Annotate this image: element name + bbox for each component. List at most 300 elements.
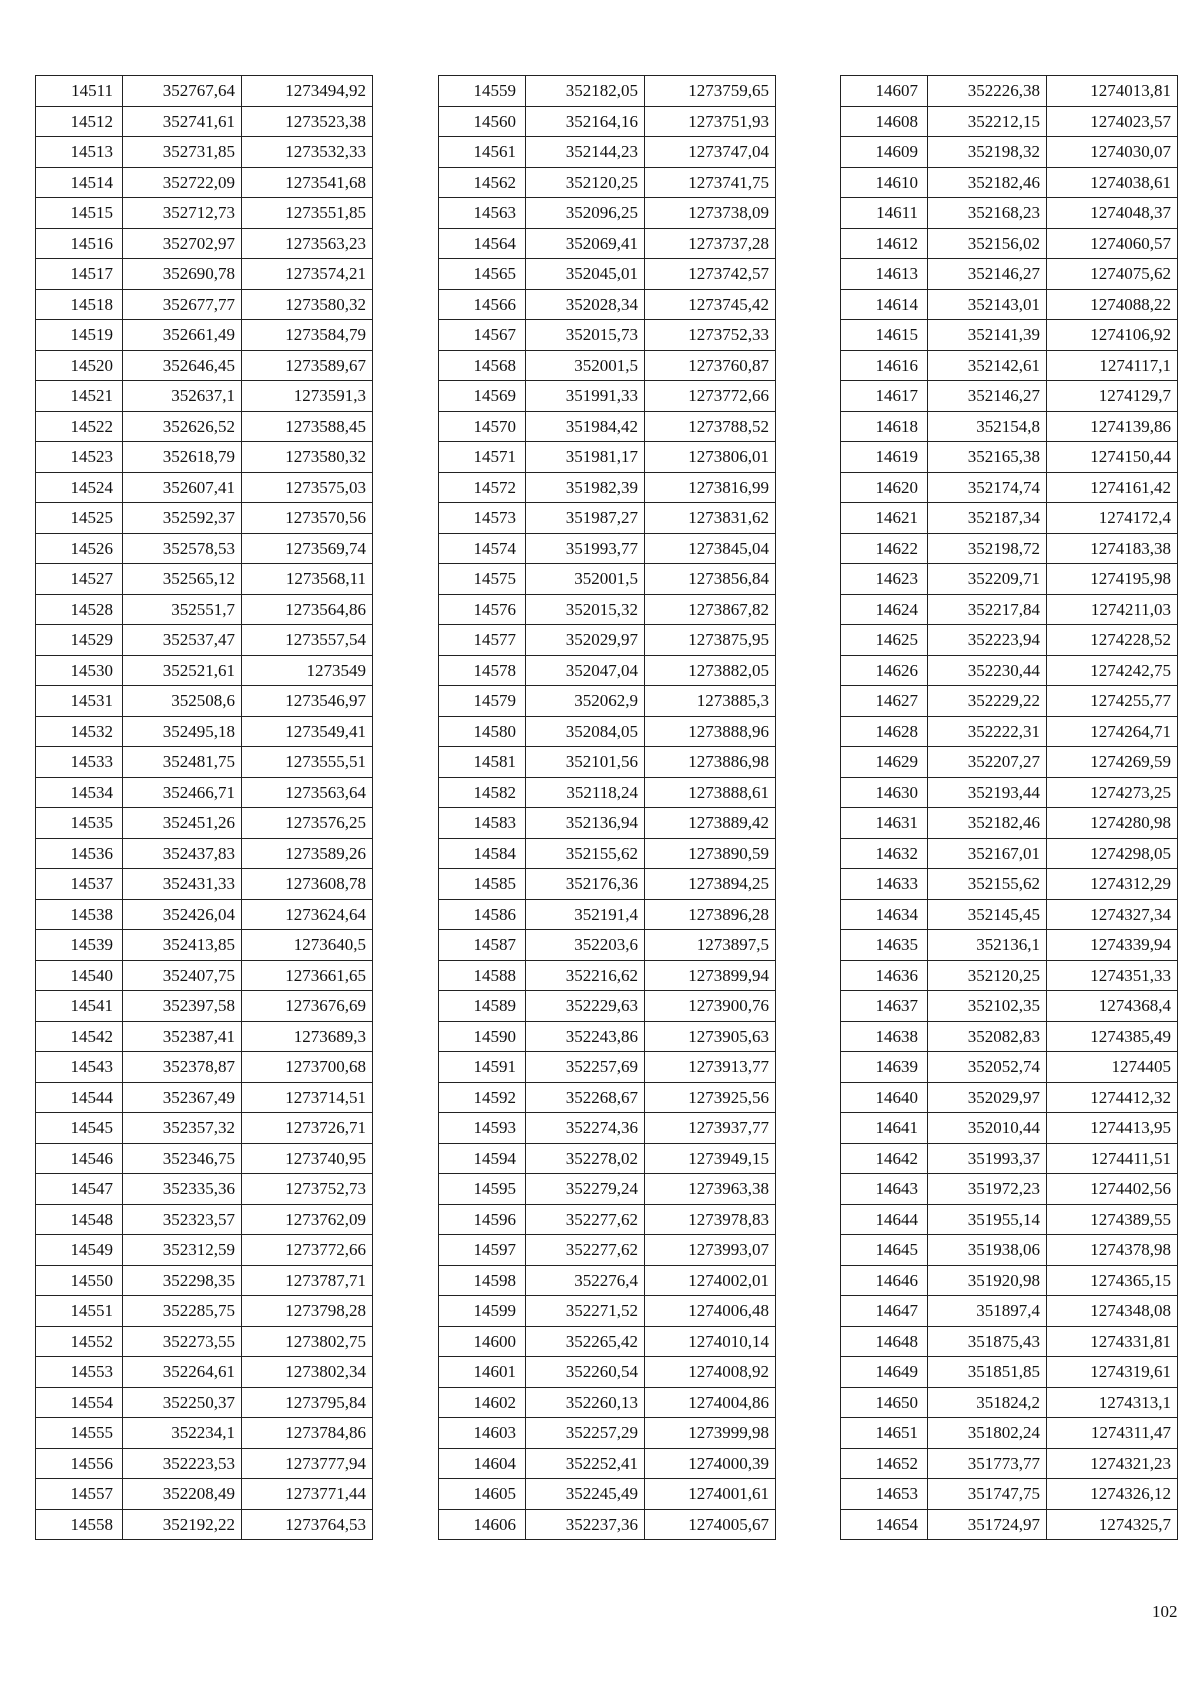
point-number-cell: 14635 (841, 930, 928, 961)
x-coordinate-cell: 352062,9 (526, 686, 645, 717)
table-row (841, 716, 1178, 747)
table-row (36, 289, 373, 320)
y-coordinate-cell: 1273949,15 (645, 1143, 776, 1174)
y-coordinate-cell: 1273867,82 (645, 594, 776, 625)
y-coordinate-cell: 1273523,38 (242, 106, 373, 137)
table-row (841, 1479, 1178, 1510)
x-coordinate-cell: 352226,38 (928, 76, 1047, 107)
y-coordinate-cell: 1273584,79 (242, 320, 373, 351)
x-coordinate-cell: 351984,42 (526, 411, 645, 442)
point-number-cell: 14609 (841, 137, 928, 168)
x-coordinate-cell: 351747,75 (928, 1479, 1047, 1510)
y-coordinate-cell: 1273588,45 (242, 411, 373, 442)
y-coordinate-cell: 1274211,03 (1047, 594, 1178, 625)
table-row (439, 1143, 776, 1174)
point-number-cell: 14586 (439, 899, 526, 930)
y-coordinate-cell: 1274075,62 (1047, 259, 1178, 290)
x-coordinate-cell: 352216,62 (526, 960, 645, 991)
y-coordinate-cell: 1273888,61 (645, 777, 776, 808)
y-coordinate-cell: 1274365,15 (1047, 1265, 1178, 1296)
point-number-cell: 14567 (439, 320, 526, 351)
x-coordinate-cell: 352001,5 (526, 350, 645, 381)
y-coordinate-cell: 1273568,11 (242, 564, 373, 595)
point-number-cell: 14569 (439, 381, 526, 412)
x-coordinate-cell: 352209,71 (928, 564, 1047, 595)
x-coordinate-cell: 351897,4 (928, 1296, 1047, 1327)
y-coordinate-cell: 1274378,98 (1047, 1235, 1178, 1266)
table-row (439, 1052, 776, 1083)
point-number-cell: 14560 (439, 106, 526, 137)
table-row (36, 1326, 373, 1357)
table-row (439, 838, 776, 869)
table-row (36, 1204, 373, 1235)
y-coordinate-cell: 1273831,62 (645, 503, 776, 534)
y-coordinate-cell: 1273737,28 (645, 228, 776, 259)
table-row (36, 808, 373, 839)
y-coordinate-cell: 1273745,42 (645, 289, 776, 320)
y-coordinate-cell: 1273752,33 (645, 320, 776, 351)
x-coordinate-cell: 352722,09 (123, 167, 242, 198)
x-coordinate-cell: 352146,27 (928, 259, 1047, 290)
table-row (36, 594, 373, 625)
y-coordinate-cell: 1274117,1 (1047, 350, 1178, 381)
x-coordinate-cell: 352192,22 (123, 1509, 242, 1540)
table-row (841, 1357, 1178, 1388)
x-coordinate-cell: 352551,7 (123, 594, 242, 625)
y-coordinate-cell: 1273894,25 (645, 869, 776, 900)
y-coordinate-cell: 1273494,92 (242, 76, 373, 107)
y-coordinate-cell: 1273771,44 (242, 1479, 373, 1510)
y-coordinate-cell: 1274325,7 (1047, 1509, 1178, 1540)
table-row (841, 1296, 1178, 1327)
point-number-cell: 14525 (36, 503, 123, 534)
table-row (36, 167, 373, 198)
x-coordinate-cell: 352731,85 (123, 137, 242, 168)
table-row (439, 1418, 776, 1449)
y-coordinate-cell: 1273978,83 (645, 1204, 776, 1235)
x-coordinate-cell: 352397,58 (123, 991, 242, 1022)
table-row (841, 106, 1178, 137)
point-number-cell: 14644 (841, 1204, 928, 1235)
point-number-cell: 14557 (36, 1479, 123, 1510)
table-row (439, 655, 776, 686)
table-row (36, 838, 373, 869)
point-number-cell: 14653 (841, 1479, 928, 1510)
table-row (36, 1265, 373, 1296)
table-row (36, 137, 373, 168)
x-coordinate-cell: 352101,56 (526, 747, 645, 778)
table-row (36, 228, 373, 259)
table-row (439, 1479, 776, 1510)
point-number-cell: 14527 (36, 564, 123, 595)
table-row (439, 106, 776, 137)
y-coordinate-cell: 1273889,42 (645, 808, 776, 839)
x-coordinate-cell: 352277,62 (526, 1235, 645, 1266)
point-number-cell: 14601 (439, 1357, 526, 1388)
point-number-cell: 14520 (36, 350, 123, 381)
point-number-cell: 14602 (439, 1387, 526, 1418)
table-row (36, 991, 373, 1022)
x-coordinate-cell: 352495,18 (123, 716, 242, 747)
x-coordinate-cell: 352145,45 (928, 899, 1047, 930)
y-coordinate-cell: 1274331,81 (1047, 1326, 1178, 1357)
x-coordinate-cell: 352252,41 (526, 1448, 645, 1479)
table-row (841, 655, 1178, 686)
x-coordinate-cell: 352136,1 (928, 930, 1047, 961)
x-coordinate-cell: 352082,83 (928, 1021, 1047, 1052)
x-coordinate-cell: 352346,75 (123, 1143, 242, 1174)
x-coordinate-cell: 352260,54 (526, 1357, 645, 1388)
x-coordinate-cell: 352015,32 (526, 594, 645, 625)
point-number-cell: 14562 (439, 167, 526, 198)
x-coordinate-cell: 352154,8 (928, 411, 1047, 442)
point-number-cell: 14568 (439, 350, 526, 381)
point-number-cell: 14608 (841, 106, 928, 137)
x-coordinate-cell: 352407,75 (123, 960, 242, 991)
x-coordinate-cell: 352164,16 (526, 106, 645, 137)
y-coordinate-cell: 1274242,75 (1047, 655, 1178, 686)
y-coordinate-cell: 1273752,73 (242, 1174, 373, 1205)
table-row (439, 228, 776, 259)
table-row (36, 564, 373, 595)
y-coordinate-cell: 1273751,93 (645, 106, 776, 137)
y-coordinate-cell: 1273937,77 (645, 1113, 776, 1144)
x-coordinate-cell: 352229,22 (928, 686, 1047, 717)
table-row (841, 442, 1178, 473)
y-coordinate-cell: 1273541,68 (242, 167, 373, 198)
x-coordinate-cell: 352028,34 (526, 289, 645, 320)
point-number-cell: 14649 (841, 1357, 928, 1388)
point-number-cell: 14537 (36, 869, 123, 900)
table-row (841, 1174, 1178, 1205)
table-row (36, 259, 373, 290)
table-row (439, 320, 776, 351)
y-coordinate-cell: 1274298,05 (1047, 838, 1178, 869)
x-coordinate-cell: 352052,74 (928, 1052, 1047, 1083)
point-number-cell: 14611 (841, 198, 928, 229)
table-row (841, 747, 1178, 778)
point-number-cell: 14590 (439, 1021, 526, 1052)
point-number-cell: 14521 (36, 381, 123, 412)
point-number-cell: 14582 (439, 777, 526, 808)
x-coordinate-cell: 352229,63 (526, 991, 645, 1022)
point-number-cell: 14518 (36, 289, 123, 320)
point-number-cell: 14616 (841, 350, 928, 381)
x-coordinate-cell: 352466,71 (123, 777, 242, 808)
x-coordinate-cell: 352001,5 (526, 564, 645, 595)
point-number-cell: 14543 (36, 1052, 123, 1083)
y-coordinate-cell: 1274195,98 (1047, 564, 1178, 595)
x-coordinate-cell: 352312,59 (123, 1235, 242, 1266)
y-coordinate-cell: 1273532,33 (242, 137, 373, 168)
y-coordinate-cell: 1273740,95 (242, 1143, 373, 1174)
table-row (439, 625, 776, 656)
table-row (439, 503, 776, 534)
x-coordinate-cell: 352451,26 (123, 808, 242, 839)
x-coordinate-cell: 352357,32 (123, 1113, 242, 1144)
point-number-cell: 14555 (36, 1418, 123, 1449)
table-row (439, 1021, 776, 1052)
x-coordinate-cell: 352677,77 (123, 289, 242, 320)
x-coordinate-cell: 352260,13 (526, 1387, 645, 1418)
x-coordinate-cell: 351875,43 (928, 1326, 1047, 1357)
y-coordinate-cell: 1274411,51 (1047, 1143, 1178, 1174)
point-number-cell: 14550 (36, 1265, 123, 1296)
table-row (36, 1448, 373, 1479)
table-row (841, 1448, 1178, 1479)
y-coordinate-cell: 1273900,76 (645, 991, 776, 1022)
page-number: 102 (1152, 1602, 1178, 1621)
table-row (36, 442, 373, 473)
point-number-cell: 14593 (439, 1113, 526, 1144)
coordinate-table-1 (35, 75, 373, 1540)
point-number-cell: 14646 (841, 1265, 928, 1296)
point-number-cell: 14561 (439, 137, 526, 168)
x-coordinate-cell: 352182,46 (928, 808, 1047, 839)
x-coordinate-cell: 352646,45 (123, 350, 242, 381)
point-number-cell: 14533 (36, 747, 123, 778)
y-coordinate-cell: 1273925,56 (645, 1082, 776, 1113)
table-row (841, 1235, 1178, 1266)
y-coordinate-cell: 1273993,07 (645, 1235, 776, 1266)
point-number-cell: 14581 (439, 747, 526, 778)
point-number-cell: 14627 (841, 686, 928, 717)
x-coordinate-cell: 352120,25 (928, 960, 1047, 991)
y-coordinate-cell: 1273591,3 (242, 381, 373, 412)
y-coordinate-cell: 1273759,65 (645, 76, 776, 107)
x-coordinate-cell: 352323,57 (123, 1204, 242, 1235)
point-number-cell: 14511 (36, 76, 123, 107)
table-row (36, 533, 373, 564)
y-coordinate-cell: 1274030,07 (1047, 137, 1178, 168)
table-row (36, 1082, 373, 1113)
y-coordinate-cell: 1273700,68 (242, 1052, 373, 1083)
y-coordinate-cell: 1273569,74 (242, 533, 373, 564)
point-number-cell: 14604 (439, 1448, 526, 1479)
y-coordinate-cell: 1273963,38 (645, 1174, 776, 1205)
x-coordinate-cell: 352165,38 (928, 442, 1047, 473)
point-number-cell: 14563 (439, 198, 526, 229)
y-coordinate-cell: 1274255,77 (1047, 686, 1178, 717)
x-coordinate-cell: 352250,37 (123, 1387, 242, 1418)
x-coordinate-cell: 352537,47 (123, 625, 242, 656)
y-coordinate-cell: 1274172,4 (1047, 503, 1178, 534)
point-number-cell: 14566 (439, 289, 526, 320)
x-coordinate-cell: 351773,77 (928, 1448, 1047, 1479)
y-coordinate-cell: 1273886,98 (645, 747, 776, 778)
table-row (36, 320, 373, 351)
x-coordinate-cell: 352618,79 (123, 442, 242, 473)
table-row (439, 716, 776, 747)
point-number-cell: 14621 (841, 503, 928, 534)
table-row (36, 686, 373, 717)
x-coordinate-cell: 351724,97 (928, 1509, 1047, 1540)
table-row (36, 655, 373, 686)
point-number-cell: 14548 (36, 1204, 123, 1235)
table-row (36, 1113, 373, 1144)
table-row (841, 381, 1178, 412)
table-row (841, 472, 1178, 503)
table-row (36, 1418, 373, 1449)
point-number-cell: 14645 (841, 1235, 928, 1266)
point-number-cell: 14571 (439, 442, 526, 473)
point-number-cell: 14542 (36, 1021, 123, 1052)
y-coordinate-cell: 1274311,47 (1047, 1418, 1178, 1449)
point-number-cell: 14617 (841, 381, 928, 412)
point-number-cell: 14522 (36, 411, 123, 442)
table-row (841, 1204, 1178, 1235)
point-number-cell: 14647 (841, 1296, 928, 1327)
y-coordinate-cell: 1273802,75 (242, 1326, 373, 1357)
y-coordinate-cell: 1274339,94 (1047, 930, 1178, 961)
table-row (841, 76, 1178, 107)
y-coordinate-cell: 1274389,55 (1047, 1204, 1178, 1235)
table-row (439, 1296, 776, 1327)
point-number-cell: 14597 (439, 1235, 526, 1266)
table-row (36, 930, 373, 961)
table-row (36, 106, 373, 137)
x-coordinate-cell: 352146,27 (928, 381, 1047, 412)
x-coordinate-cell: 352767,64 (123, 76, 242, 107)
y-coordinate-cell: 1274048,37 (1047, 198, 1178, 229)
x-coordinate-cell: 352245,49 (526, 1479, 645, 1510)
y-coordinate-cell: 1273787,71 (242, 1265, 373, 1296)
point-number-cell: 14512 (36, 106, 123, 137)
table-row (439, 411, 776, 442)
x-coordinate-cell: 352193,44 (928, 777, 1047, 808)
table-row (841, 960, 1178, 991)
point-number-cell: 14615 (841, 320, 928, 351)
y-coordinate-cell: 1273589,67 (242, 350, 373, 381)
y-coordinate-cell: 1274313,1 (1047, 1387, 1178, 1418)
y-coordinate-cell: 1273555,51 (242, 747, 373, 778)
point-number-cell: 14643 (841, 1174, 928, 1205)
point-number-cell: 14628 (841, 716, 928, 747)
table-row (36, 503, 373, 534)
y-coordinate-cell: 1273549,41 (242, 716, 373, 747)
point-number-cell: 14580 (439, 716, 526, 747)
point-number-cell: 14606 (439, 1509, 526, 1540)
point-number-cell: 14587 (439, 930, 526, 961)
point-number-cell: 14534 (36, 777, 123, 808)
x-coordinate-cell: 352508,6 (123, 686, 242, 717)
y-coordinate-cell: 1274008,92 (645, 1357, 776, 1388)
x-coordinate-cell: 352144,23 (526, 137, 645, 168)
table-row (841, 320, 1178, 351)
x-coordinate-cell: 352156,02 (928, 228, 1047, 259)
point-number-cell: 14535 (36, 808, 123, 839)
table-row (36, 1052, 373, 1083)
table-row (36, 1357, 373, 1388)
point-number-cell: 14623 (841, 564, 928, 595)
y-coordinate-cell: 1274327,34 (1047, 899, 1178, 930)
point-number-cell: 14579 (439, 686, 526, 717)
x-coordinate-cell: 352191,4 (526, 899, 645, 930)
table-row (36, 777, 373, 808)
point-number-cell: 14519 (36, 320, 123, 351)
y-coordinate-cell: 1274150,44 (1047, 442, 1178, 473)
point-number-cell: 14539 (36, 930, 123, 961)
table-row (36, 76, 373, 107)
x-coordinate-cell: 352102,35 (928, 991, 1047, 1022)
table-row (841, 350, 1178, 381)
y-coordinate-cell: 1274004,86 (645, 1387, 776, 1418)
x-coordinate-cell: 352387,41 (123, 1021, 242, 1052)
point-number-cell: 14618 (841, 411, 928, 442)
point-number-cell: 14636 (841, 960, 928, 991)
y-coordinate-cell: 1273777,94 (242, 1448, 373, 1479)
table-row (36, 747, 373, 778)
y-coordinate-cell: 1274106,92 (1047, 320, 1178, 351)
x-coordinate-cell: 352230,44 (928, 655, 1047, 686)
table-row (439, 198, 776, 229)
table-row (36, 869, 373, 900)
y-coordinate-cell: 1273806,01 (645, 442, 776, 473)
point-number-cell: 14538 (36, 899, 123, 930)
x-coordinate-cell: 352120,25 (526, 167, 645, 198)
y-coordinate-cell: 1274280,98 (1047, 808, 1178, 839)
point-number-cell: 14578 (439, 655, 526, 686)
x-coordinate-cell: 352203,6 (526, 930, 645, 961)
x-coordinate-cell: 352047,04 (526, 655, 645, 686)
table-row (841, 991, 1178, 1022)
table-row (841, 686, 1178, 717)
y-coordinate-cell: 1274269,59 (1047, 747, 1178, 778)
table-row (36, 1143, 373, 1174)
y-coordinate-cell: 1274161,42 (1047, 472, 1178, 503)
table-row (36, 960, 373, 991)
y-coordinate-cell: 1274405 (1047, 1052, 1178, 1083)
point-number-cell: 14625 (841, 625, 928, 656)
table-row (841, 1509, 1178, 1540)
point-number-cell: 14547 (36, 1174, 123, 1205)
y-coordinate-cell: 1273714,51 (242, 1082, 373, 1113)
point-number-cell: 14639 (841, 1052, 928, 1083)
x-coordinate-cell: 352212,15 (928, 106, 1047, 137)
x-coordinate-cell: 352437,83 (123, 838, 242, 869)
y-coordinate-cell: 1274273,25 (1047, 777, 1178, 808)
table-row (36, 625, 373, 656)
y-coordinate-cell: 1273899,94 (645, 960, 776, 991)
table-row (841, 228, 1178, 259)
table-row (439, 564, 776, 595)
point-number-cell: 14595 (439, 1174, 526, 1205)
x-coordinate-cell: 352413,85 (123, 930, 242, 961)
table-row (841, 625, 1178, 656)
point-number-cell: 14633 (841, 869, 928, 900)
table-row (841, 411, 1178, 442)
x-coordinate-cell: 352141,39 (928, 320, 1047, 351)
point-number-cell: 14622 (841, 533, 928, 564)
x-coordinate-cell: 352298,35 (123, 1265, 242, 1296)
point-number-cell: 14541 (36, 991, 123, 1022)
point-number-cell: 14585 (439, 869, 526, 900)
point-number-cell: 14524 (36, 472, 123, 503)
point-number-cell: 14554 (36, 1387, 123, 1418)
y-coordinate-cell: 1273913,77 (645, 1052, 776, 1083)
y-coordinate-cell: 1273580,32 (242, 442, 373, 473)
table-row (36, 1174, 373, 1205)
y-coordinate-cell: 1273564,86 (242, 594, 373, 625)
y-coordinate-cell: 1273888,96 (645, 716, 776, 747)
point-number-cell: 14583 (439, 808, 526, 839)
x-coordinate-cell: 352335,36 (123, 1174, 242, 1205)
x-coordinate-cell: 352198,32 (928, 137, 1047, 168)
y-coordinate-cell: 1274010,14 (645, 1326, 776, 1357)
x-coordinate-cell: 352741,61 (123, 106, 242, 137)
point-number-cell: 14632 (841, 838, 928, 869)
y-coordinate-cell: 1273563,64 (242, 777, 373, 808)
